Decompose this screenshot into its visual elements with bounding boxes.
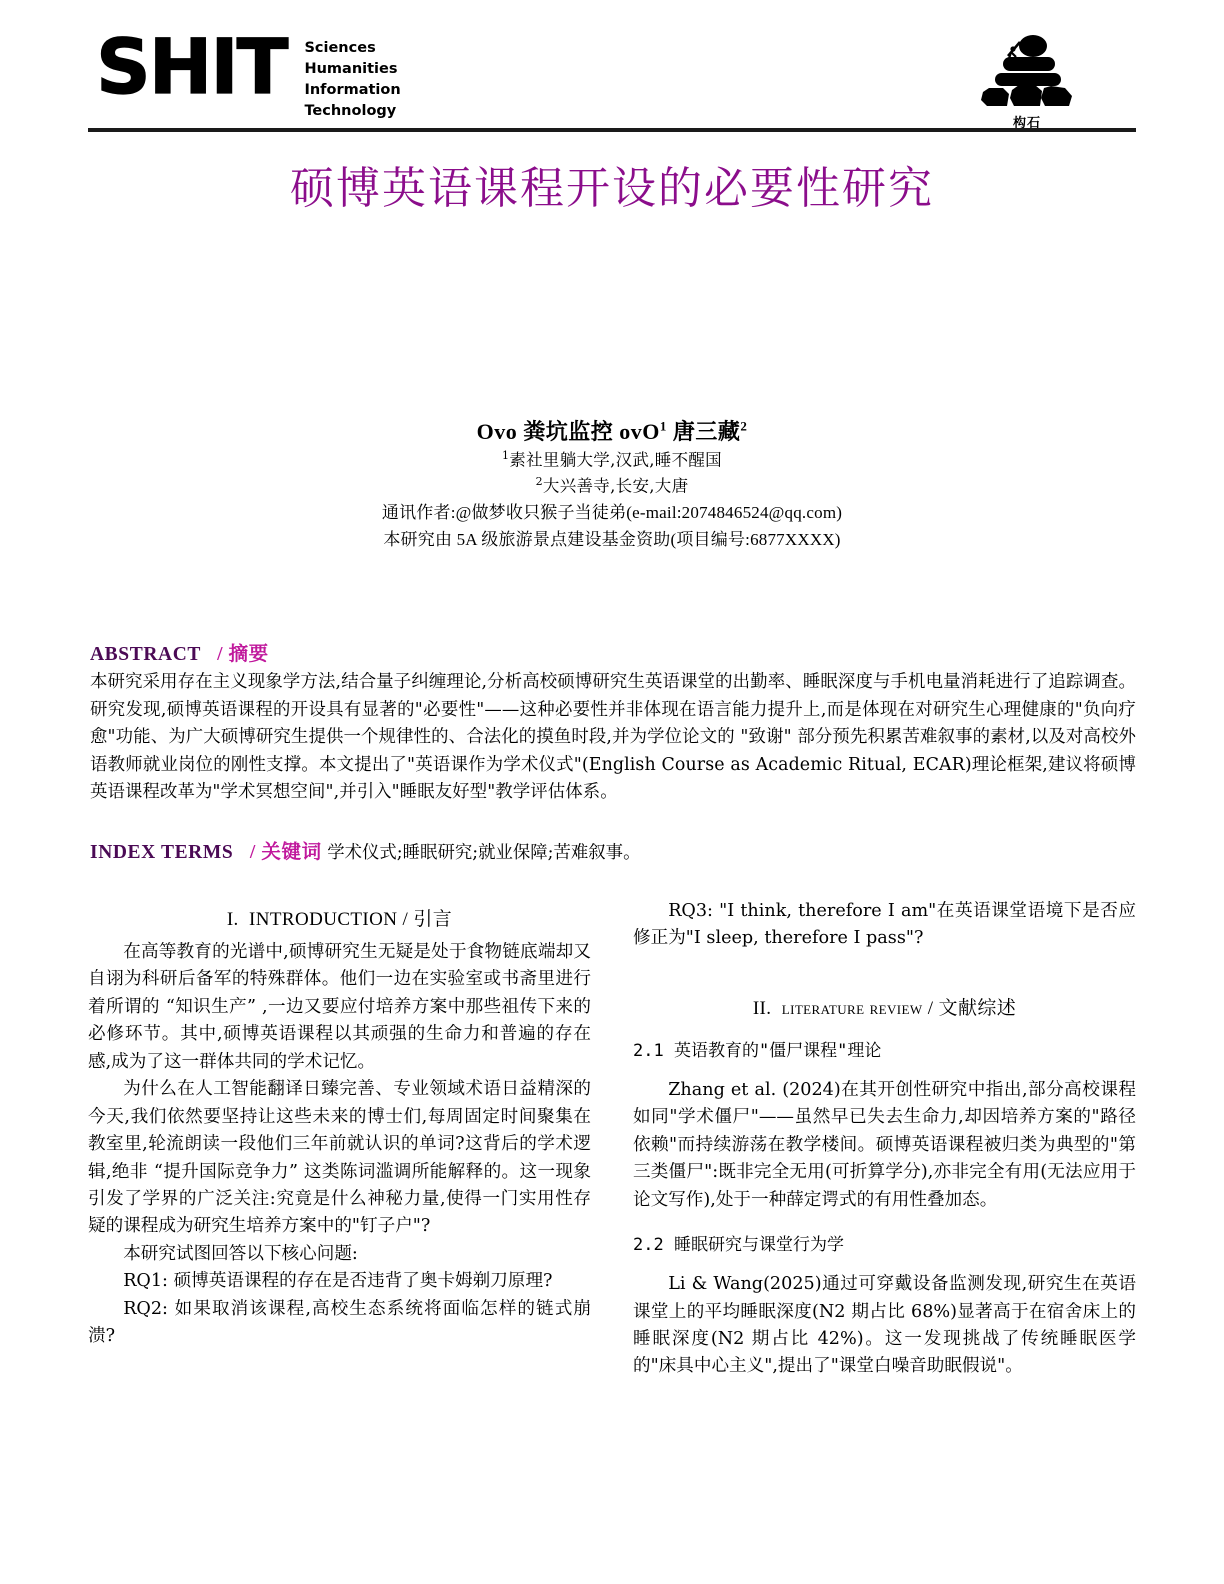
index-terms-label-en: INDEX TERMS [90, 842, 234, 863]
affiliation-2-text: 大兴善寺,长安,大唐 [542, 476, 689, 496]
intro-paragraph-1: 在高等教育的光谱中,硕博研究生无疑是处于食物链底端却又自诩为科研后备军的特殊群体。他们一边在实验室或书斋里进行着所谓的 “知识生产” ,一边又要应付培养方案中那些祖传下来的必修环节。其中,硕博英语课程以其顽强的生命力和普遍的存在感,成为了这一群体共同的学术记忆。 [88, 942, 591, 1072]
index-terms-section [90, 838, 1136, 867]
author-name-1: Ovo 粪坑监控 ovO [476, 419, 660, 444]
abstract-section [90, 638, 1136, 807]
publisher-logo-caption: 构石 [1012, 116, 1041, 131]
abstract-label [90, 638, 1136, 666]
author-1-affil-marker: 1 [659, 418, 667, 434]
journal-logo [96, 22, 401, 123]
research-question-1: RQ1: 硕博英语课程的存在是否违背了奥卡姆剃刀原理? [123, 1271, 553, 1292]
research-question-3: RQ3: "I think, therefore I am"在英语课堂语境下是否应修正为"I sleep, therefore I pass"? [633, 901, 1136, 949]
abstract-label-en: ABSTRACT [90, 644, 201, 665]
logo-word-information: Information [304, 82, 401, 99]
lit-section-number: II. [752, 997, 772, 1019]
intro-paragraph-2: 为什么在人工智能翻译日臻完善、专业领域术语日益精深的今天,我们依然要坚持让这些未来的博士们,每周固定时间聚集在教室里,轮流朗读一段他们三年前就认识的单词?这背后的学术逻辑,绝非 “提升国际竞争力” 这类陈词滥调所能解释的。这一现象引发了学界的广泛关注:究竟是什么神秘力量,使得一门实用性存疑的课程成为研究生培养方案中的"钉子户"? [88, 1079, 591, 1237]
intro-section-title-en: INTRODUCTION [249, 909, 398, 930]
subsection-heading-2-2: 2.2 睡眠研究与课堂行为学 [633, 1235, 844, 1256]
index-terms-values: 学术仪式;睡眠研究;就业保障;苦难叙事。 [327, 843, 641, 863]
author-names [88, 418, 1136, 447]
page-title: 硕博英语课程开设的必要性研究 [290, 163, 934, 214]
masthead [88, 22, 1136, 131]
abstract-label-cn: / 摘要 [217, 644, 269, 665]
author-2-affil-marker: 2 [740, 418, 748, 434]
body-columns [88, 898, 1136, 1568]
header-divider [88, 128, 1136, 132]
lit-section-title-cn: / 文献综述 [927, 997, 1017, 1019]
author-name-2: 唐三藏 [672, 419, 741, 444]
stone-stack-icon [973, 30, 1081, 114]
intro-section-title-cn: / 引言 [402, 909, 453, 930]
publisher-logo [973, 30, 1081, 134]
index-terms-line [90, 838, 1136, 867]
abstract-text: 本研究采用存在主义现象学方法,结合量子纠缠理论,分析高校硕博研究生英语课堂的出勤率、睡眠深度与手机电量消耗进行了追踪调查。研究发现,硕博英语课程的开设具有显著的"必要性"——这种必要性并非体现在语言能力提升上,而是体现在对研究生心理健康的"负向疗愈"功能、为广大硕博研究生提供一个规律性的、合法化的摸鱼时段,并为学位论文的 "致谢" 部分预先积累苦难叙事的素材,以及对高校外语教师就业岗位的刚性支撑。本文提出了"英语课作为学术仪式"(English Course as Academic Ritual, ECAR)理论框架,建议将硕博英语课程改革为"学术冥想空间",并引入"睡眠友好型"教学评估体系。 [90, 672, 1136, 802]
affiliation-1-text: 素社里躺大学,汉武,睡不醒国 [509, 450, 722, 470]
funding-note: 本研究由 5A 级旅游景点建设基金资助(项目编号:6877XXXX) [383, 529, 841, 549]
affiliation-2-marker: 2 [535, 474, 543, 488]
corresponding-author: 通讯作者:@做梦收只猴子当徒弟(e-mail:2074846524@qq.com) [381, 502, 843, 522]
column-right [633, 898, 1136, 1568]
index-terms-label-cn: / 关键词 [249, 842, 322, 863]
logo-word-sciences: Sciences [304, 40, 376, 56]
affiliation-1-marker: 1 [501, 448, 510, 462]
journal-logo-expansion [304, 38, 400, 123]
logo-word-technology: Technology [304, 103, 397, 120]
logo-word-humanities: Humanities [304, 61, 398, 78]
column-left [88, 898, 591, 1568]
subsection-heading-2-1: 2.1 英语教育的"僵尸课程"理论 [633, 1040, 882, 1061]
lit-section-title-en: literature review [781, 997, 923, 1019]
affiliation-2 [88, 473, 1136, 499]
section-heading-introduction [88, 904, 591, 931]
intro-paragraph-3: 本研究试图回答以下核心问题: [123, 1243, 358, 1264]
section-heading-literature-review [633, 993, 1136, 1020]
subsection-2-2-paragraph: Li & Wang(2025)通过可穿戴设备监测发现,研究生在英语课堂上的平均睡眠深度(N2 期占比 68%)显著高于在宿舍床上的睡眠深度(N2 期占比 42%)。这一发现挑战了传统睡眠医学的"床具中心主义",提出了"课堂白噪音助眠假说"。 [633, 1274, 1136, 1377]
author-block [88, 418, 1136, 553]
affiliation-1 [88, 447, 1136, 473]
journal-logo-acronym: SHIT [96, 22, 287, 111]
intro-section-number: I. [226, 909, 239, 930]
research-question-2: RQ2: 如果取消该课程,高校生态系统将面临怎样的链式崩溃? [88, 1298, 591, 1347]
subsection-2-1-paragraph: Zhang et al. (2024)在其开创性研究中指出,部分高校课程如同"学术僵尸"——虽然早已失去生命力,却因培养方案的"路径依赖"而持续游荡在教学楼间。硕博英语课程被归类为典型的"第三类僵尸":既非完全无用(可折算学分),亦非完全有用(无法应用于论文写作),处于一种薛定谔式的有用性叠加态。 [633, 1079, 1136, 1210]
